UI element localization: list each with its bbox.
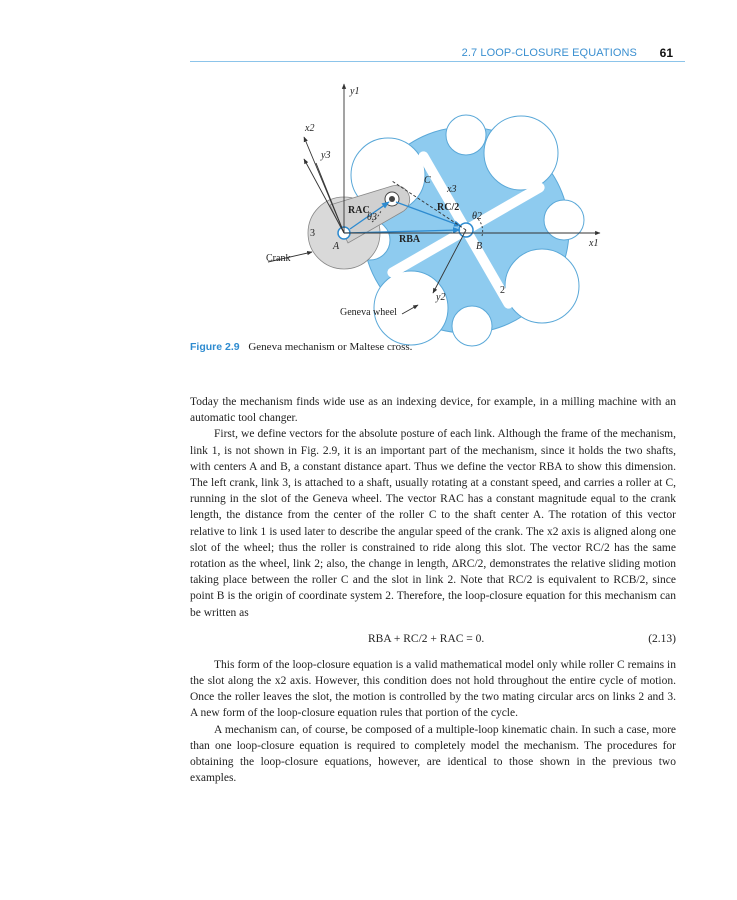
label-y2: y2 <box>436 292 446 303</box>
label-b: B <box>476 241 483 252</box>
label-y1: y1 <box>350 86 360 97</box>
label-link-3: 3 <box>310 228 315 239</box>
body-text <box>190 394 676 786</box>
paragraph-1: Today the mechanism finds wide use as an indexing device, for example, in a milling machine with an automatic tool changer. <box>190 396 676 425</box>
page-number: 61 <box>659 46 673 60</box>
label-rc2: RC/2 <box>437 202 460 213</box>
label-c: C <box>424 175 431 186</box>
label-theta2: θ2 <box>472 211 482 222</box>
equation-expression: RBA + RC/2 + RAC = 0. <box>368 632 485 645</box>
figure-number: Figure 2.9 <box>190 341 240 353</box>
label-x1: x1 <box>589 238 599 249</box>
label-y3: y3 <box>321 150 331 161</box>
label-crank: Crank <box>266 253 291 264</box>
figure-caption-text: Geneva mechanism or Maltese cross. <box>248 341 413 353</box>
equation-2-13 <box>190 625 676 655</box>
label-rac: RAC <box>348 205 370 216</box>
label-x2: x2 <box>305 123 315 134</box>
paragraph-2: First, we define vectors for the absolute posture of each link. Although the frame of the mechanism, link 1, is not shown in Fig. 2.9, it is an important part of the mechanism, since it holds the two shafts, with centers A and B, a constant distance apart. Thus we define the vector RBA to show this dimension. The left crank, link 3, is attached to a shaft, usually rotating at a constant speed, and carries a roller at C, running in the slot of the Geneva wheel. The vector RAC has a constant magnitude equal to the crank length, the distance from the center of the roller C to the shaft center A. The rotation of this vector relative to link 1 is used later to describe the angular speed of the crank. The x2 axis is aligned along one slot of the wheel; thus the roller is constrained to ride along this slot. The vector RC/2 has the same rotation as the wheel, link 2; also, the change in length, ΔRC/2, demonstrates the relative sliding motion taking place between the roller C and the slot in link 2. Note that RC/2 is equivalent to RCB/2, since point B is the origin of coordinate system 2. Therefore, the loop-closure equation for this mechanism can be written as <box>190 428 676 619</box>
paragraph-3: This form of the loop-closure equation is a valid mathematical model only while roller C remains in the slot along the x2 axis. However, this condition does not hold throughout the entire cycle of motion. Once the roller leaves the slot, the motion is controlled by the two mating circular arcs on links 2 and 3. A new form of the loop-closure equation rules that portion of the cycle. <box>190 658 676 720</box>
label-theta3: θ3 <box>367 212 377 223</box>
label-x3: x3 <box>447 184 457 195</box>
label-link-2: 2 <box>500 285 505 296</box>
equation-number: (2.13) <box>648 632 676 645</box>
paragraph-4: A mechanism can, of course, be composed of a multiple-loop kinematic chain. In such a case, more than one loop-closure equation is required to completely model the mechanism. The procedures for obtaining the loop-closure equations, however, are identical to those shown in the previous two examples. <box>190 723 676 785</box>
figure-caption <box>190 341 412 353</box>
label-a: A <box>333 241 340 252</box>
header-section-title: 2.7 LOOP-CLOSURE EQUATIONS <box>461 47 637 59</box>
geneva-figure <box>0 0 737 360</box>
label-geneva-wheel: Geneva wheel <box>340 307 397 318</box>
label-rba: RBA <box>399 234 421 245</box>
